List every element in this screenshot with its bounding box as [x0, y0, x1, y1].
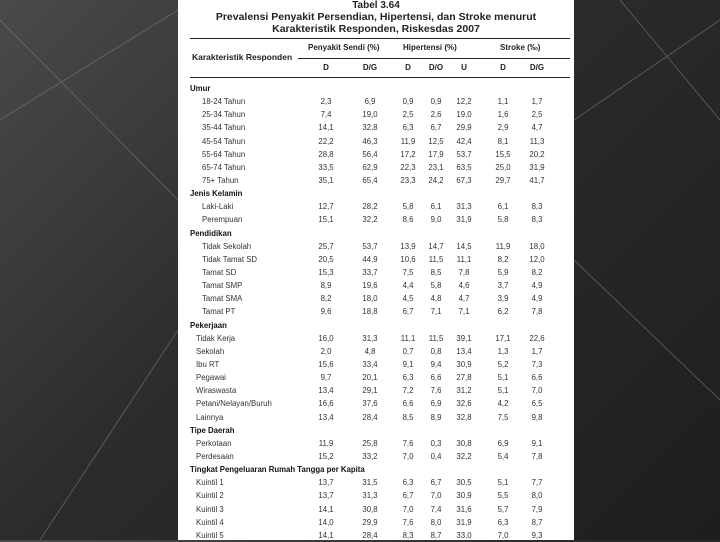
cell-value: 7,8	[531, 451, 543, 461]
row-label: Tamat PT	[202, 307, 236, 317]
cell-value: 9,1	[402, 359, 414, 369]
table-row	[190, 516, 570, 529]
row-label: Wiraswasta	[196, 386, 237, 396]
row-label: 75+ Tahun	[202, 175, 239, 185]
cell-value: 4,7	[458, 294, 470, 304]
cell-value: 6,7	[402, 307, 414, 317]
group-header-sendi: Penyakit Sendi (%)	[308, 43, 380, 52]
cell-value: 11,1	[400, 333, 416, 343]
row-label: 25-34 Tahun	[202, 110, 246, 120]
cell-value: 15,3	[318, 267, 334, 277]
table-row	[190, 332, 570, 345]
cell-value: 28,8	[318, 149, 334, 159]
cell-value: 10,6	[400, 254, 416, 264]
row-label: Tamat SD	[202, 267, 237, 277]
cell-value: 6,9	[430, 399, 442, 409]
cell-value: 5,1	[497, 373, 509, 383]
cell-value: 53,7	[362, 241, 378, 251]
cell-value: 8,9	[320, 281, 332, 291]
cell-value: 33,5	[318, 162, 334, 172]
cell-value: 1,1	[497, 97, 509, 107]
cell-value: 9,0	[430, 215, 442, 225]
column-header: D/O	[428, 63, 444, 72]
cell-value: 6,2	[497, 307, 509, 317]
cell-value: 30,9	[456, 359, 472, 369]
cell-value: 7,0	[402, 451, 414, 461]
cell-value: 29,7	[495, 175, 511, 185]
cell-value: 30,5	[456, 478, 472, 488]
cell-value: 4,9	[531, 294, 543, 304]
cell-value: 15,5	[495, 149, 511, 159]
cell-value: 8,7	[531, 517, 543, 527]
cell-value: 28,4	[362, 412, 378, 422]
cell-value: 30,8	[456, 438, 472, 448]
table-row	[190, 305, 570, 318]
cell-value: 28,4	[362, 530, 378, 540]
row-label: Tamat SMP	[202, 281, 243, 291]
cell-value: 31,2	[456, 386, 472, 396]
cell-value: 20,2	[529, 149, 545, 159]
cell-value: 18,0	[529, 241, 545, 251]
cell-value: 5,7	[497, 504, 509, 514]
cell-value: 22,2	[318, 136, 334, 146]
cell-value: 6,9	[364, 97, 376, 107]
column-header: U	[461, 63, 467, 72]
cell-value: 31,3	[362, 491, 378, 501]
row-label: Tidak Kerja	[196, 333, 236, 343]
row-label: Sekolah	[196, 346, 225, 356]
column-header: D	[323, 63, 329, 72]
title-line-2: Karakteristik Responden, Riskesdas 2007	[272, 23, 480, 35]
cell-value: 6,6	[430, 373, 442, 383]
cell-value: 0,8	[430, 346, 442, 356]
cell-value: 56,4	[362, 149, 378, 159]
cell-value: 8,0	[430, 517, 442, 527]
row-label: Tidak Sekolah	[202, 241, 252, 251]
cell-value: 9,3	[531, 530, 543, 540]
cell-value: 14,1	[318, 504, 334, 514]
table-body	[190, 82, 570, 542]
cell-value: 33,0	[456, 530, 472, 540]
cell-value: 7,0	[430, 491, 442, 501]
cell-value: 14,1	[318, 530, 334, 540]
cell-value: 8,9	[430, 412, 442, 422]
cell-value: 13,7	[318, 491, 334, 501]
cell-value: 14,5	[456, 241, 472, 251]
cell-value: 7,1	[458, 307, 470, 317]
cell-value: 6,3	[402, 373, 414, 383]
row-label: Perdesaan	[196, 451, 234, 461]
cell-value: 29,9	[456, 123, 472, 133]
table-row	[190, 135, 570, 148]
cell-value: 42,4	[456, 136, 472, 146]
section-header-row	[190, 227, 570, 240]
cell-value: 15,1	[318, 215, 334, 225]
column-header: D	[405, 63, 411, 72]
column-header: D/G	[362, 63, 378, 72]
cell-value: 31,9	[456, 517, 472, 527]
cell-value: 11,9	[495, 241, 511, 251]
row-label: Kuintil 2	[196, 491, 224, 501]
cell-value: 9,7	[320, 373, 332, 383]
cell-value: 6,3	[497, 517, 509, 527]
cell-value: 8,3	[531, 202, 543, 212]
cell-value: 6,9	[497, 438, 509, 448]
cell-value: 32,8	[362, 123, 378, 133]
cell-value: 7,8	[458, 267, 470, 277]
row-label: Tamat SMA	[202, 294, 243, 304]
cell-value: 20,1	[362, 373, 378, 383]
title-line-1: Prevalensi Penyakit Persendian, Hipertensi, dan Stroke menurut	[215, 11, 537, 23]
cell-value: 15,6	[318, 359, 334, 369]
cell-value: 11,9	[400, 136, 416, 146]
cell-value: 4,5	[402, 294, 414, 304]
row-label: Pegawai	[196, 373, 226, 383]
cell-value: 7,3	[531, 359, 543, 369]
row-label: Perkotaan	[196, 438, 232, 448]
section-header-row	[190, 187, 570, 200]
table-row	[190, 292, 570, 305]
cell-value: 37,6	[362, 399, 378, 409]
cell-value: 33,2	[362, 451, 378, 461]
row-label: Petani/Nelayan/Buruh	[196, 399, 272, 409]
cell-value: 32,6	[456, 399, 472, 409]
table-row	[190, 161, 570, 174]
table-row	[190, 503, 570, 516]
cell-value: 7,0	[402, 504, 414, 514]
cell-value: 7,0	[531, 386, 543, 396]
cell-value: 6,7	[430, 123, 442, 133]
row-label: Ibu RT	[196, 359, 220, 369]
section-header-row	[190, 424, 570, 437]
cell-value: 27,8	[456, 373, 472, 383]
row-label: Tingkat Pengeluaran Rumah Tangga per Kapita	[190, 465, 365, 475]
cell-value: 32,2	[362, 215, 378, 225]
cell-value: 5,1	[497, 386, 509, 396]
cell-value: 62,9	[362, 162, 378, 172]
cell-value: 31,3	[456, 202, 472, 212]
section-header-row	[190, 82, 570, 95]
table-row	[190, 240, 570, 253]
cell-value: 8,5	[402, 412, 414, 422]
cell-value: 7,6	[402, 517, 414, 527]
table-row	[190, 108, 570, 121]
column-header: D	[500, 63, 506, 72]
row-label: Kuintil 4	[196, 517, 224, 527]
cell-value: 30,9	[456, 491, 472, 501]
table-row	[190, 279, 570, 292]
cell-value: 6,5	[531, 399, 543, 409]
cell-value: 7,4	[320, 110, 332, 120]
table-row	[190, 148, 570, 161]
cell-value: 1,7	[531, 346, 543, 356]
row-label: 45-54 Tahun	[202, 136, 246, 146]
row-label: Kuintil 5	[196, 530, 224, 540]
cell-value: 32,8	[456, 412, 472, 422]
table-number: Tabel 3.64	[352, 0, 400, 11]
cell-value: 8,3	[531, 215, 543, 225]
cell-value: 7,9	[531, 504, 543, 514]
cell-value: 44,9	[362, 254, 378, 264]
cell-value: 29,9	[362, 517, 378, 527]
row-label: Jenis Kelamin	[190, 189, 243, 199]
cell-value: 14,0	[318, 517, 334, 527]
cell-value: 29,1	[362, 386, 378, 396]
cell-value: 9,6	[320, 307, 332, 317]
cell-value: 4,8	[364, 346, 376, 356]
table-row	[190, 121, 570, 134]
table-title	[178, 11, 574, 35]
cell-value: 28,2	[362, 202, 378, 212]
table-row	[190, 450, 570, 463]
cell-value: 8,5	[430, 267, 442, 277]
cell-value: 6,3	[402, 478, 414, 488]
cell-value: 12,0	[529, 254, 545, 264]
cell-value: 33,7	[362, 267, 378, 277]
cell-value: 3,9	[497, 294, 509, 304]
cell-value: 67,3	[456, 175, 472, 185]
row-header: Karakteristik Responden	[192, 52, 293, 62]
row-label: 55-64 Tahun	[202, 149, 246, 159]
cell-value: 5,4	[497, 451, 509, 461]
cell-value: 7,4	[430, 504, 442, 514]
cell-value: 1,6	[497, 110, 509, 120]
cell-value: 4,8	[430, 294, 442, 304]
cell-value: 2,6	[430, 110, 442, 120]
row-label: Pendidikan	[190, 228, 232, 238]
cell-value: 17,2	[400, 149, 416, 159]
table-row	[190, 397, 570, 410]
table-row	[190, 95, 570, 108]
cell-value: 13,9	[400, 241, 416, 251]
table-image	[178, 0, 574, 540]
cell-value: 7,5	[497, 412, 509, 422]
cell-value: 2,5	[531, 110, 543, 120]
table-row	[190, 174, 570, 187]
cell-value: 9,4	[430, 359, 442, 369]
cell-value: 6,7	[430, 478, 442, 488]
cell-value: 8,2	[497, 254, 509, 264]
cell-value: 4,7	[531, 123, 543, 133]
cell-value: 7,2	[402, 386, 414, 396]
cell-value: 17,1	[495, 333, 511, 343]
cell-value: 8,2	[320, 294, 332, 304]
column-header: D/G	[529, 63, 545, 72]
cell-value: 0,7	[402, 346, 414, 356]
cell-value: 7,0	[497, 530, 509, 540]
cell-value: 31,6	[456, 504, 472, 514]
cell-value: 12,5	[428, 136, 444, 146]
cell-value: 11,3	[529, 136, 545, 146]
cell-value: 9,8	[531, 412, 543, 422]
cell-value: 33,4	[362, 359, 378, 369]
cell-value: 16,6	[318, 399, 334, 409]
group-header-stroke: Stroke (‰)	[500, 43, 541, 52]
row-label: Tipe Daerah	[190, 425, 235, 435]
table-row	[190, 437, 570, 450]
cell-value: 5,9	[497, 267, 509, 277]
cell-value: 5,8	[430, 281, 442, 291]
cell-value: 20,5	[318, 254, 334, 264]
table-row	[190, 358, 570, 371]
row-label: Kuintil 1	[196, 478, 224, 488]
cell-value: 5,8	[402, 202, 414, 212]
cell-value: 30,8	[362, 504, 378, 514]
cell-value: 1,3	[497, 346, 509, 356]
cell-value: 8,0	[531, 491, 543, 501]
cell-value: 31,5	[362, 478, 378, 488]
cell-value: 7,1	[430, 307, 442, 317]
table-row	[190, 253, 570, 266]
row-label: 65-74 Tahun	[202, 162, 246, 172]
cell-value: 3,7	[497, 281, 509, 291]
top-rule	[190, 38, 570, 39]
cell-value: 2,3	[320, 97, 332, 107]
cell-value: 13,4	[456, 346, 472, 356]
cell-value: 0,9	[402, 97, 414, 107]
row-label: Laki-Laki	[202, 202, 234, 212]
cell-value: 39,1	[456, 333, 472, 343]
cell-value: 13,4	[318, 412, 334, 422]
cell-value: 65,4	[362, 175, 378, 185]
cell-value: 14,1	[318, 123, 334, 133]
cell-value: 31,9	[456, 215, 472, 225]
cell-value: 11,5	[428, 333, 444, 343]
cell-value: 25,7	[318, 241, 334, 251]
cell-value: 2,9	[497, 123, 509, 133]
cell-value: 22,6	[529, 333, 545, 343]
cell-value: 41,7	[529, 175, 545, 185]
table-row	[190, 371, 570, 384]
cell-value: 19,0	[362, 110, 378, 120]
cell-value: 23,1	[428, 162, 444, 172]
cell-value: 5,5	[497, 491, 509, 501]
sub-rule	[298, 58, 570, 59]
cell-value: 63,5	[456, 162, 472, 172]
table-row	[190, 384, 570, 397]
table-row	[190, 345, 570, 358]
cell-value: 2,5	[402, 110, 414, 120]
cell-value: 19,6	[362, 281, 378, 291]
row-label: Umur	[190, 84, 211, 93]
cell-value: 11,5	[428, 254, 444, 264]
header-bottom-rule	[190, 77, 570, 78]
cell-value: 5,8	[497, 215, 509, 225]
section-header-row	[190, 319, 570, 332]
cell-value: 5,1	[497, 478, 509, 488]
cell-value: 7,7	[531, 478, 543, 488]
group-header-hipertensi: Hipertensi (%)	[403, 43, 457, 52]
cell-value: 23,3	[400, 175, 416, 185]
cell-value: 53,7	[456, 149, 472, 159]
cell-value: 16,0	[318, 333, 334, 343]
cell-value: 46,3	[362, 136, 378, 146]
cell-value: 31,9	[529, 162, 545, 172]
cell-value: 6,1	[430, 202, 442, 212]
cell-value: 18,8	[362, 307, 378, 317]
row-label: 35-44 Tahun	[202, 123, 246, 133]
table-row	[190, 266, 570, 279]
row-label: 18-24 Tahun	[202, 97, 246, 107]
cell-value: 1,7	[531, 97, 543, 107]
cell-value: 7,6	[430, 386, 442, 396]
cell-value: 25,0	[495, 162, 511, 172]
row-label: Tidak Tamat SD	[202, 254, 258, 264]
cell-value: 11,9	[318, 438, 334, 448]
cell-value: 6,3	[402, 123, 414, 133]
cell-value: 8,6	[402, 215, 414, 225]
cell-value: 8,3	[402, 530, 414, 540]
row-label: Lainnya	[196, 412, 224, 422]
cell-value: 5,2	[497, 359, 509, 369]
cell-value: 13,7	[318, 478, 334, 488]
cell-value: 6,6	[531, 373, 543, 383]
cell-value: 4,2	[497, 399, 509, 409]
table-row	[190, 411, 570, 424]
row-label: Kuintil 3	[196, 504, 224, 514]
cell-value: 0,9	[430, 97, 442, 107]
cell-value: 14,7	[428, 241, 444, 251]
cell-value: 0,4	[430, 451, 442, 461]
cell-value: 4,9	[531, 281, 543, 291]
cell-value: 24,2	[428, 175, 444, 185]
cell-value: 2,0	[320, 346, 332, 356]
row-label: Perempuan	[202, 215, 243, 225]
cell-value: 31,3	[362, 333, 378, 343]
section-header-row	[190, 463, 570, 476]
row-label: Pekerjaan	[190, 320, 227, 330]
cell-value: 7,8	[531, 307, 543, 317]
cell-value: 0,3	[430, 438, 442, 448]
cell-value: 6,1	[497, 202, 509, 212]
cell-value: 13,4	[318, 386, 334, 396]
cell-value: 6,6	[402, 399, 414, 409]
cell-value: 15,2	[318, 451, 334, 461]
table-row	[190, 200, 570, 213]
cell-value: 11,1	[456, 254, 472, 264]
cell-value: 17,9	[428, 149, 444, 159]
cell-value: 18,0	[362, 294, 378, 304]
cell-value: 35,1	[318, 175, 334, 185]
table-row	[190, 476, 570, 489]
cell-value: 6,7	[402, 491, 414, 501]
cell-value: 9,1	[531, 438, 543, 448]
cell-value: 7,5	[402, 267, 414, 277]
cell-value: 4,6	[458, 281, 470, 291]
cell-value: 7,6	[402, 438, 414, 448]
table-row	[190, 213, 570, 226]
cell-value: 8,1	[497, 136, 509, 146]
cell-value: 8,7	[430, 530, 442, 540]
cell-value: 22,3	[400, 162, 416, 172]
cell-value: 19,0	[456, 110, 472, 120]
cell-value: 8,2	[531, 267, 543, 277]
cell-value: 12,2	[456, 97, 472, 107]
cell-value: 25,8	[362, 438, 378, 448]
cell-value: 4,4	[402, 281, 414, 291]
cell-value: 32,2	[456, 451, 472, 461]
table-row	[190, 489, 570, 502]
cell-value: 12,7	[318, 202, 334, 212]
